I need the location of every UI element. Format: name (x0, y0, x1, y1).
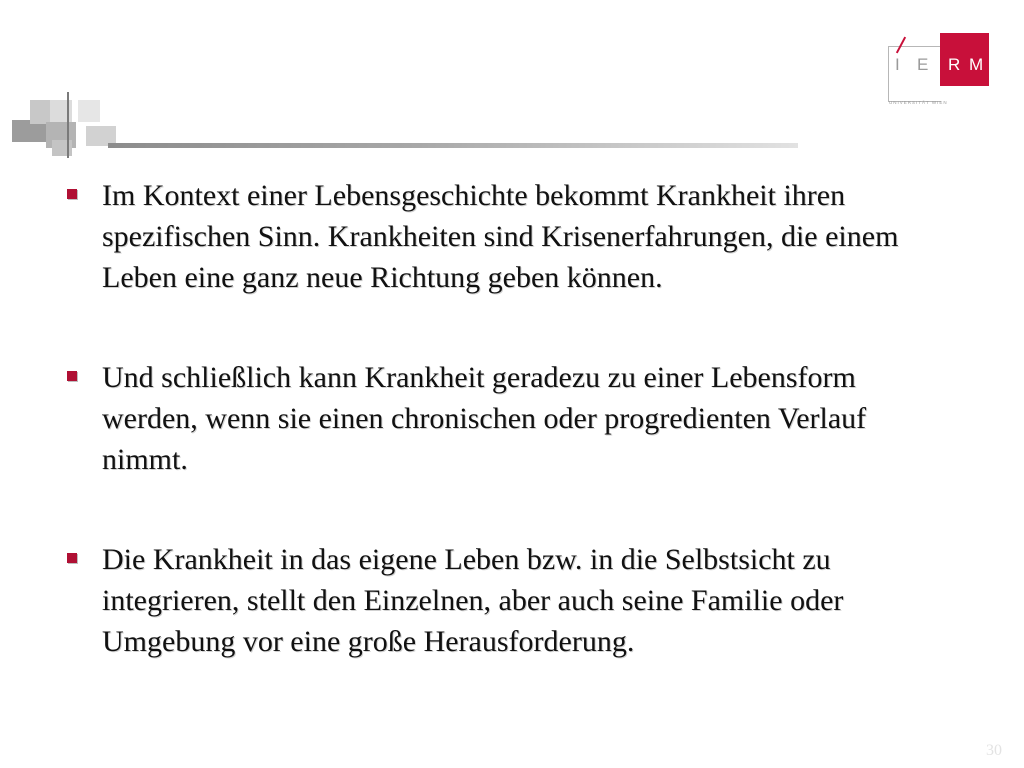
logo-letter-i: I (895, 55, 900, 74)
square-bullet-icon (67, 553, 77, 563)
bullet-item-2 (62, 357, 922, 480)
bullet-text-1: Im Kontext einer Lebensgeschichte bekommt Krankheit ihren spezifischen Sinn. Krankheiten sind Krisenerfahrungen, die einem Leben eine ganz neue Richtung geben können. (102, 179, 899, 294)
square-bullet-icon (67, 371, 77, 381)
bullet-item-3 (62, 539, 922, 662)
logo-letter-m: M (969, 55, 984, 74)
bullet-item-1 (62, 175, 922, 298)
header-divider (108, 143, 798, 148)
square-bullet-icon (67, 189, 77, 199)
logo-letter-e: E (917, 55, 929, 74)
bullet-text-2: Und schließlich kann Krankheit geradezu zu einer Lebensform werden, wenn sie einen chronischen oder progredienten Verlauf nimmt. (102, 361, 867, 476)
page-number: 30 (986, 742, 1002, 759)
bullet-list (62, 175, 922, 662)
logo-subtitle: UNIVERSITÄT WIEN (889, 100, 948, 105)
ierm-logo (885, 30, 995, 110)
decorative-squares (10, 92, 120, 162)
bullet-text-3: Die Krankheit in das eigene Leben bzw. in die Selbstsicht zu integrieren, stellt den Einzelnen, aber auch seine Familie oder Umgebung vor eine große Herausforderung. (102, 543, 844, 658)
logo-letter-r: R (948, 55, 961, 74)
